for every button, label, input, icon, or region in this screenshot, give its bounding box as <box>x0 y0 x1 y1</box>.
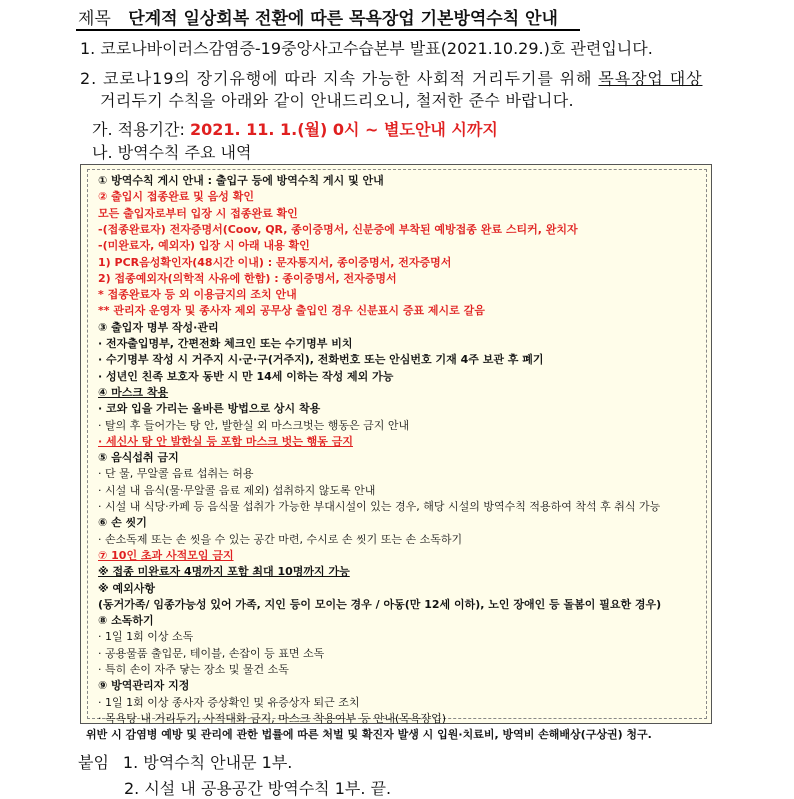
rule-line: · 탈의 후 들어가는 탕 안, 발한실 외 마스크벗는 행동은 금지 안내 <box>98 418 410 432</box>
title-text: 단계적 일상회복 전환에 따른 목욕장업 기본방역수칙 안내 <box>128 9 558 29</box>
title-label: 제목 <box>78 9 111 29</box>
rule-line: ⑦ 10인 초과 사적모임 금지 <box>98 548 234 562</box>
rule-line: · 시설 내 음식(물·무알콜 음료 제외) 섭취하지 않도록 안내 <box>98 483 376 497</box>
rule-line: ※ 접종 미완료자 4명까지 포함 최대 10명까지 가능 <box>98 565 350 579</box>
paragraph-2-prefix: 2. 코로나19의 장기유행에 따라 지속 가능한 사회적 거리두기를 위해 <box>80 69 599 88</box>
rule-line: -(접종완료자) 전자증명서(Coov, QR, 종이증명서, 신분증에 부착된 예방접종 완료 스티커, 완치자 <box>98 222 578 236</box>
rule-line: ** 관리자 운영자 및 종사자 제외 공무상 출입인 경우 신분표시 증표 제시로 갈음 <box>98 304 485 318</box>
title-underline <box>76 29 580 31</box>
rule-line: ④ 마스크 착용 <box>98 385 169 399</box>
rule-line: · 단 물, 무알콜 음료 섭취는 허용 <box>98 467 254 481</box>
rule-line: 모든 출입자로부터 입장 시 접종완료 확인 <box>98 206 298 220</box>
attachment-item-2: 2. 시설 내 공용공간 방역수칙 1부. 끝. <box>124 779 392 798</box>
attachment-item-1: 1. 방역수칙 안내문 1부. <box>122 753 293 772</box>
period-line <box>92 117 498 140</box>
rule-line: · 손소독제 또는 손 씻을 수 있는 공간 마련, 수시로 손 씻기 또는 손 소독하기 <box>98 532 463 546</box>
rule-line: · 수기명부 작성 시 거주지 시·군·구(거주지), 전화번호 또는 안심번호 기재 4주 보관 후 폐기 <box>98 353 544 367</box>
rule-line: · 세신사 탕 안 발한실 등 포함 마스크 벗는 행동 금지 <box>98 434 353 448</box>
paragraph-2-line-2: 거리두기 수칙을 아래와 같이 안내드리오니, 철저한 준수 바랍니다. <box>100 91 574 110</box>
rule-line: ⑥ 손 씻기 <box>98 516 147 530</box>
paragraph-2-underlined: 목욕장업 대상 <box>598 69 703 88</box>
rule-line: (동거가족/ 임종가능성 있어 가족, 지인 등이 모이는 경우 / 아동(만 12세 이하), 노인 장애인 등 돌봄이 필요한 경우) <box>98 597 662 611</box>
rule-line: · 1일 1회 이상 종사자 증상확인 및 유증상자 퇴근 조치 <box>98 695 360 709</box>
rule-line: ② 출입시 접종완료 및 음성 확인 <box>98 190 254 204</box>
rules-heading: 나. 방역수칙 주요 내역 <box>92 143 252 162</box>
rule-line: -(미완료자, 예외자) 입장 시 아래 내용 확인 <box>98 239 310 253</box>
rule-line: ⑨ 방역관리자 지정 <box>98 679 190 693</box>
rule-line: · 특히 손이 자주 닿는 장소 및 물건 소독 <box>98 663 289 676</box>
rule-line: ⑧ 소독하기 <box>98 614 154 628</box>
rule-line: * 접종완료자 등 외 이용금지의 조치 안내 <box>98 288 297 302</box>
period-value: 2021. 11. 1.(월) 0시 ~ 별도안내 시까지 <box>189 120 498 139</box>
rule-line: 1) PCR음성확인자(48시간 이내) : 문자통지서, 종이증명서, 전자증명서 <box>98 255 452 269</box>
rule-line: · 코와 입을 가리는 올바른 방법으로 상시 착용 <box>98 402 321 416</box>
rule-line: ⑤ 음식섭취 금지 <box>98 451 179 465</box>
attachments-label: 붙임 <box>78 753 109 772</box>
rule-line: · 시설 내 식당·카페 등 음식물 섭취가 가능한 부대시설이 있는 경우, 해당 시설의 방역수칙 적용하여 착석 후 취식 가능 <box>98 500 661 513</box>
rules-box-inner <box>87 169 707 725</box>
penalty-note: 위반 시 감염병 예방 및 관리에 관한 법률에 따른 처벌 및 확진자 발생 시 입원·치료비, 방역비 손해배상(구상권) 청구. <box>86 728 652 741</box>
rule-line: · 전자출입명부, 간편전화 체크인 또는 수기명부 비치 <box>98 337 353 350</box>
attachments-line-1 <box>78 750 292 773</box>
document-title <box>78 4 558 29</box>
rule-line: · 1일 1회 이상 소독 <box>98 630 194 644</box>
period-label: 가. 적용기간: <box>92 120 190 139</box>
rule-line: ※ 예외사항 <box>98 581 156 595</box>
rule-line: ③ 출입자 명부 작성·관리 <box>98 320 219 334</box>
paragraph-2-line-1 <box>80 66 702 89</box>
rule-line: · 공용물품 출입문, 테이블, 손잡이 등 표면 소독 <box>98 646 325 660</box>
rules-box <box>80 164 712 724</box>
rule-line: ① 방역수칙 게시 안내 : 출입구 등에 방역수칙 게시 및 안내 <box>98 174 384 187</box>
paragraph-1: 1. 코로나바이러스감염증-19중앙사고수습본부 발표(2021.10.29.)호 관련입니다. <box>80 39 653 58</box>
rule-line: 2) 접종예외자(의학적 사유에 한함) : 종이증명서, 전자증명서 <box>98 271 397 285</box>
rule-line: · 성년인 친족 보호자 동반 시 만 14세 이하는 작성 제외 가능 <box>98 369 394 383</box>
rule-line: · 목욕탕 내 거리두기, 사적대화 금지, 마스크 착용여부 등 안내(목욕장업) <box>98 711 447 725</box>
